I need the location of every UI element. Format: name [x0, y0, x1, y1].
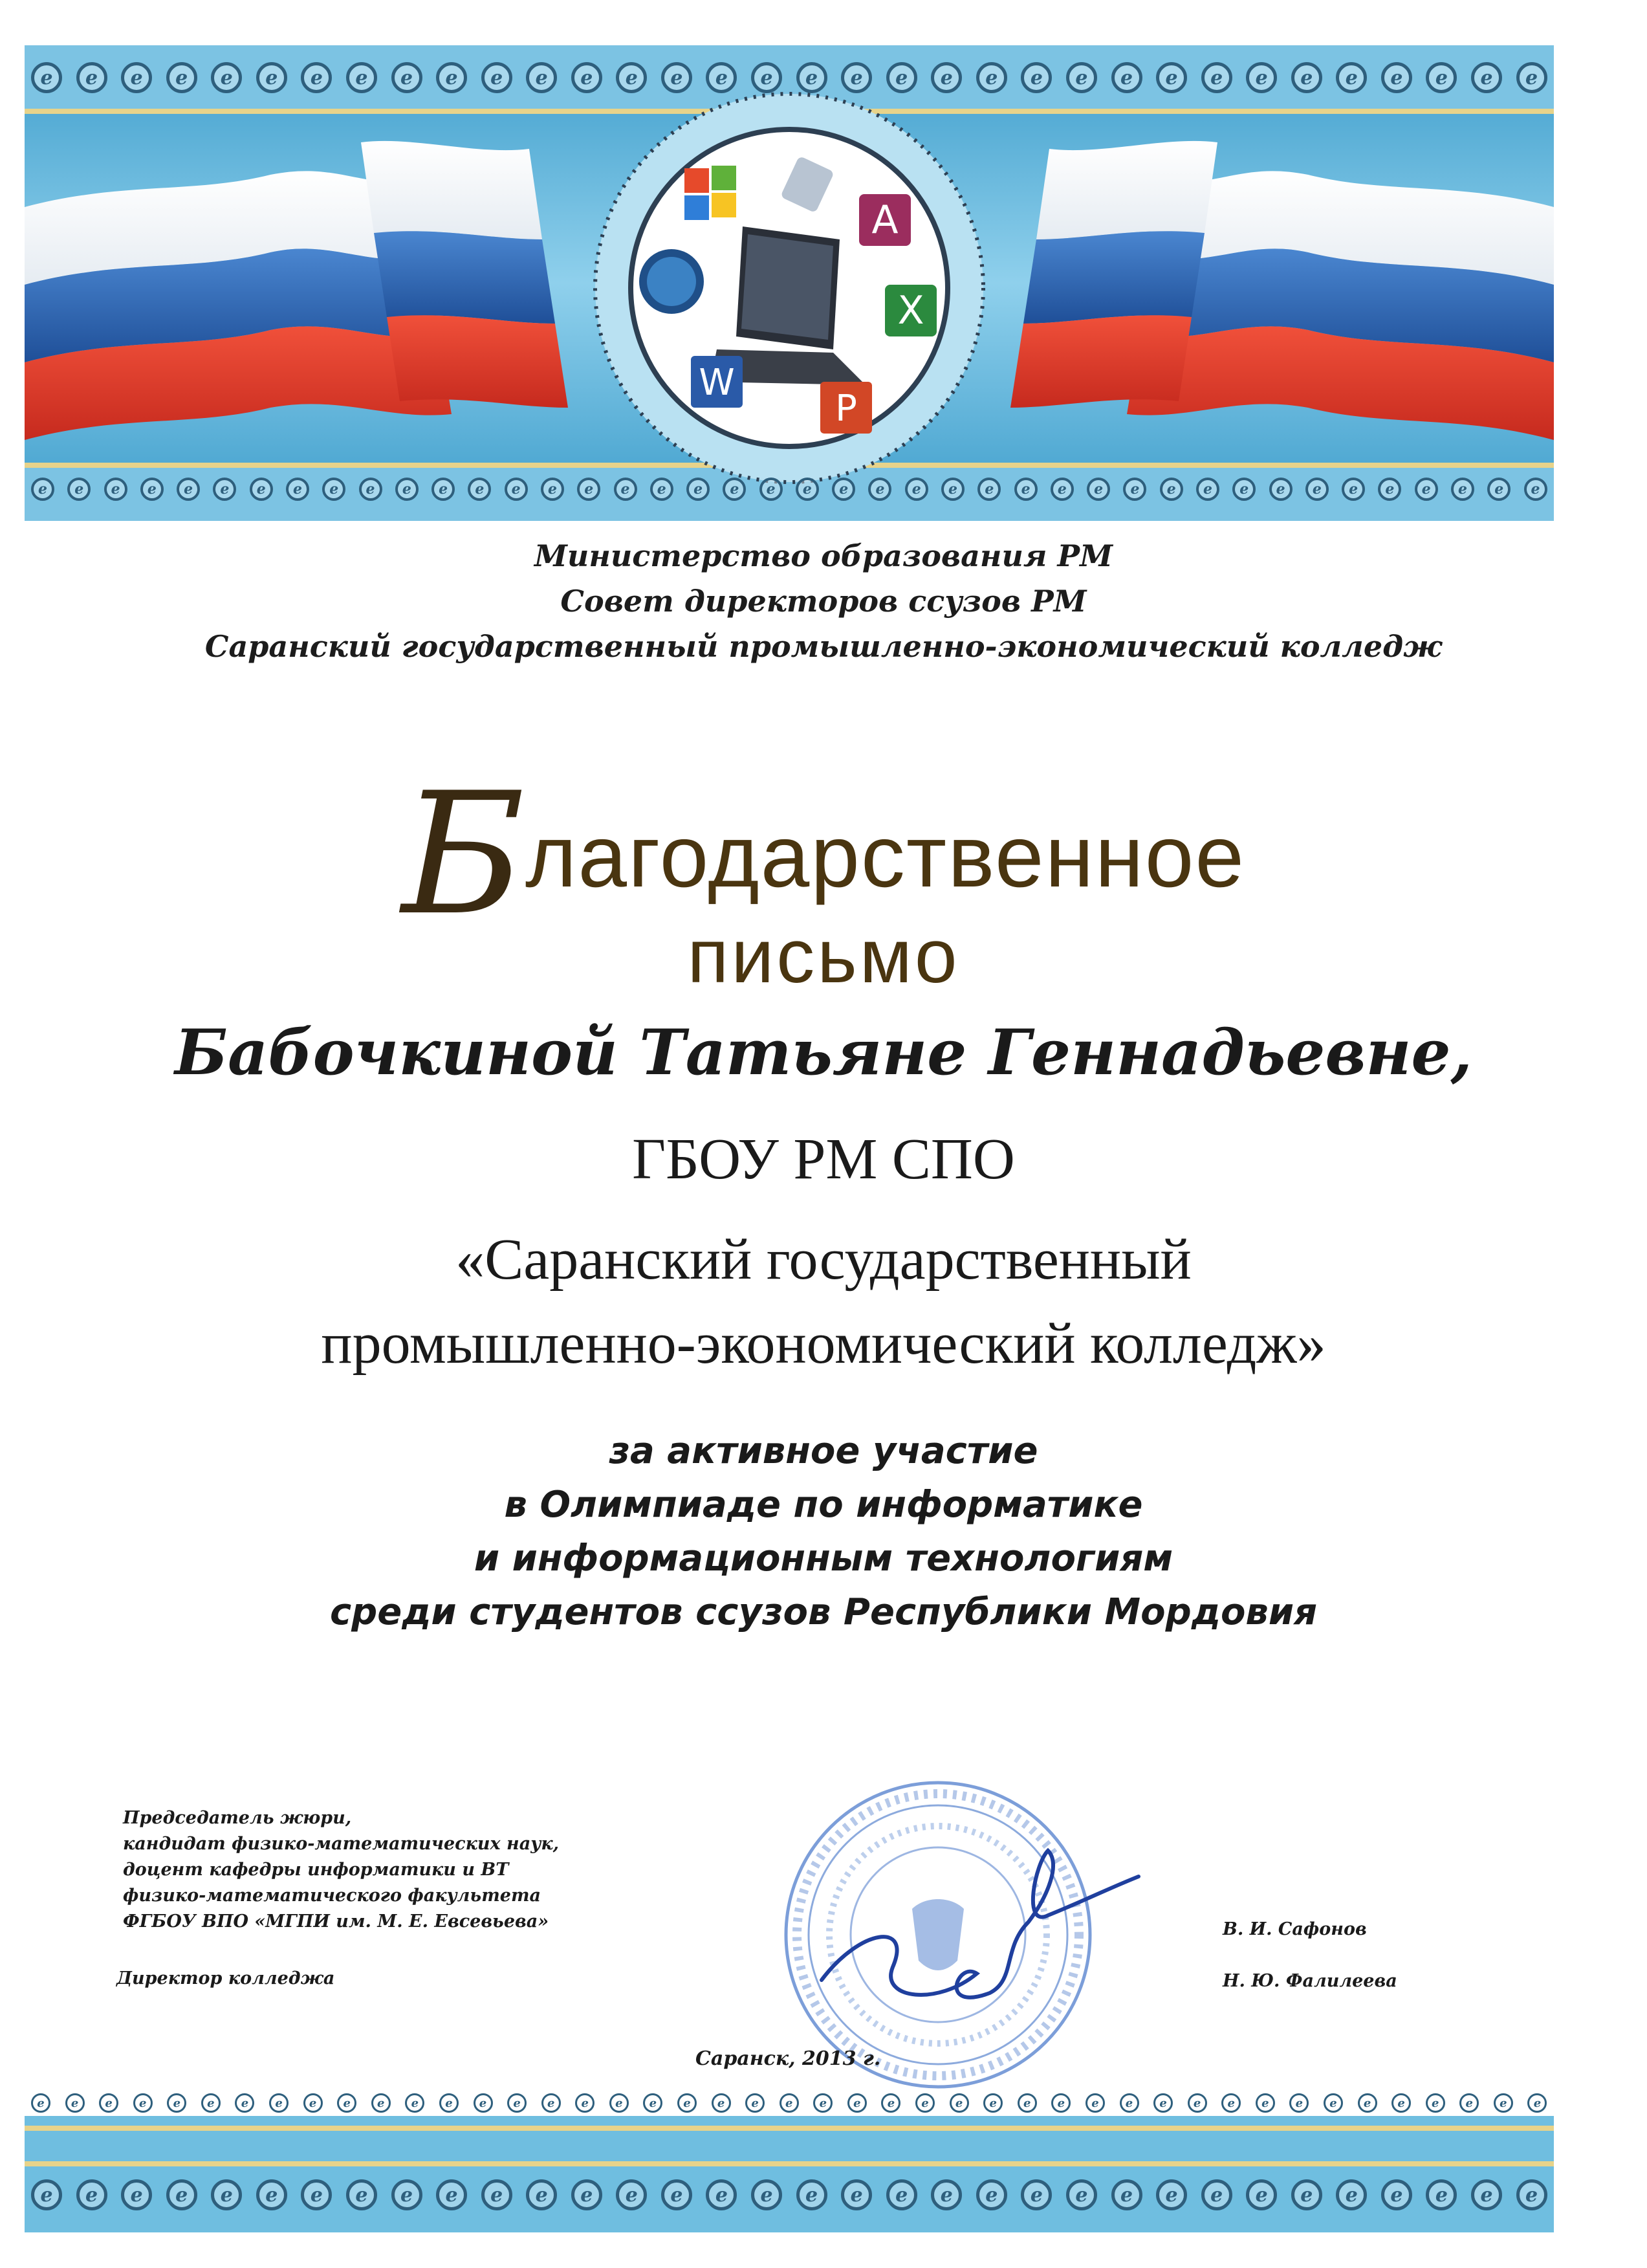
- document-subtitle: письмо: [687, 914, 960, 999]
- bottom-large-ornament-strip: e e e e e e e e e e e e e e e e e e e e e e e e e e e e e e e e e e: [25, 2179, 1554, 2210]
- jury-chair-block: [123, 1805, 559, 1935]
- powerpoint-icon: [820, 382, 872, 434]
- access-icon: [859, 194, 911, 246]
- svg-text:X: X: [897, 288, 924, 333]
- reason-line-4: среди студентов ссузов Республики Мордовия: [329, 1591, 1318, 1633]
- jury-line-2: кандидат физико-математических наук,: [123, 1834, 560, 1854]
- excel-icon: [885, 285, 937, 336]
- header-line-council: Совет директоров ссузов РМ: [560, 584, 1087, 619]
- jury-line-4: физико-математического факультета: [123, 1886, 541, 1906]
- reason-line-2: в Олимпиаде по информатике: [504, 1484, 1143, 1526]
- svg-text:W: W: [699, 362, 735, 404]
- jury-line-3: доцент кафедры информатики и ВТ: [123, 1860, 509, 1880]
- title-rest: лагодарственное: [525, 807, 1246, 905]
- org-line-2: «Саранский государственный: [455, 1228, 1192, 1292]
- org-line-3: промышленно-экономический колледж»: [321, 1312, 1326, 1376]
- jury-line-5: ФГБОУ ВПО «МГПИ им. М. Е. Евсевьева»: [123, 1911, 549, 1932]
- director-name: Н. Ю. Фалилеева: [1223, 1971, 1397, 1991]
- reason-line-1: за активное участие: [609, 1430, 1038, 1472]
- recipient-name: Бабочкиной Татьяне Геннадьевне,: [175, 1016, 1472, 1089]
- header-line-college: Саранский государственный промышленно-экономический колледж: [204, 629, 1443, 664]
- reason-line-3: и информационным технологиям: [474, 1537, 1173, 1580]
- director-title: Директор колледжа: [116, 1968, 335, 1988]
- header-line-ministry: Министерство образования РМ: [534, 538, 1113, 573]
- banner-art: [25, 45, 1554, 521]
- word-icon: [691, 356, 743, 408]
- bottom-banner: [25, 2090, 1554, 2232]
- title-initial: Б: [401, 757, 526, 952]
- jury-chair-name: В. И. Сафонов: [1223, 1919, 1367, 1939]
- bottom-ornament-strip: e e e e e e e e e e e e e e e e e e e e e e e e e e e e e e e e e e e e e e e e e e: [25, 478, 1554, 501]
- svg-text:P: P: [835, 388, 857, 430]
- svg-text:A: A: [871, 197, 899, 243]
- org-line-1: ГБОУ РМ СПО: [632, 1127, 1015, 1191]
- bottom-small-ornament-strip: e e e e e e e e e e e e e e e e e e e e e e e e e e e e e e e e e e e e e e e e e e e e e: [25, 2093, 1554, 2113]
- windows-orb-icon: [639, 249, 704, 314]
- top-banner: [25, 45, 1554, 521]
- central-medallion: [595, 94, 983, 482]
- jury-line-1: Председатель жюри,: [123, 1808, 352, 1828]
- top-ornament-strip: e e e e e e e e e e e e e e e e e e e e e e e e e e e e e e e e e e: [25, 62, 1554, 93]
- place-date: Саранск, 2013 г.: [695, 2047, 881, 2070]
